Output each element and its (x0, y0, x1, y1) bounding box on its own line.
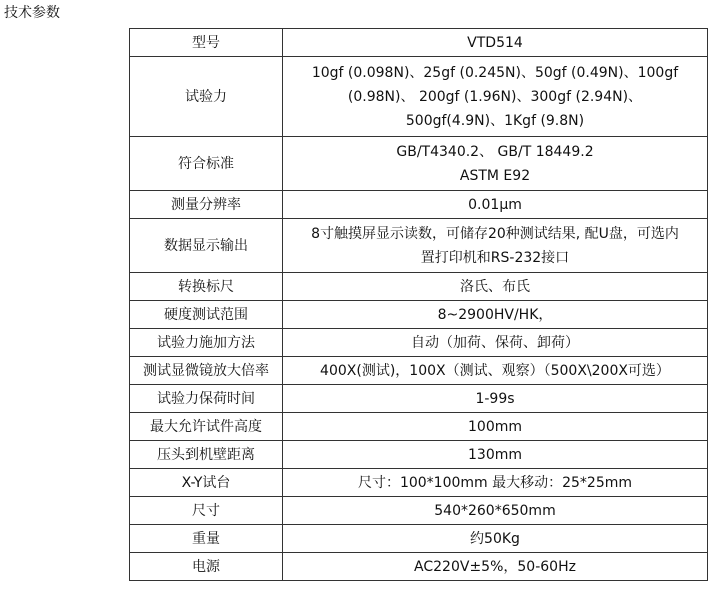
row-value: 1-99s (283, 385, 708, 413)
table-row (130, 413, 708, 441)
table-row (130, 273, 708, 301)
row-label: 数据显示输出 (130, 219, 283, 273)
row-label: 符合标准 (130, 137, 283, 191)
table-row (130, 385, 708, 413)
row-label: 测量分辨率 (130, 191, 283, 219)
row-value: 8~2900HV/HK， (283, 301, 708, 329)
row-label: 尺寸 (130, 497, 283, 525)
row-value: 0.01μm (283, 191, 708, 219)
row-label: 电源 (130, 553, 283, 581)
table-row (130, 441, 708, 469)
row-label: X-Y试台 (130, 469, 283, 497)
table-row (130, 497, 708, 525)
row-label: 测试显微镜放大倍率 (130, 357, 283, 385)
row-value: 10gf (0.098N)、25gf (0.245N)、50gf (0.49N)、100gf (0.98N)、 200gf (1.96N)、300gf (2.94N)、 500gf(4.9N)、1Kgf (9.8N) (283, 57, 708, 137)
row-value: 100mm (283, 413, 708, 441)
row-value: 洛氏、布氏 (283, 273, 708, 301)
table-row (130, 57, 708, 137)
table-row (130, 357, 708, 385)
row-label: 硬度测试范围 (130, 301, 283, 329)
row-value: 约50Kg (283, 525, 708, 553)
row-label: 型号 (130, 29, 283, 57)
row-value: AC220V±5%，50-60Hz (283, 553, 708, 581)
table-row (130, 191, 708, 219)
row-label: 压头到机壁距离 (130, 441, 283, 469)
row-label: 试验力保荷时间 (130, 385, 283, 413)
row-label: 重量 (130, 525, 283, 553)
table-row (130, 553, 708, 581)
table-row (130, 29, 708, 57)
row-value: 540*260*650mm (283, 497, 708, 525)
page-heading: 技术参数 (4, 5, 60, 21)
row-value: 8寸触摸屏显示读数，可储存20种测试结果, 配U盘，可选内 置打印机和RS-232接口 (283, 219, 708, 273)
table-row (130, 329, 708, 357)
row-value: 130mm (283, 441, 708, 469)
table-row (130, 301, 708, 329)
row-value: 自动（加荷、保荷、卸荷） (283, 329, 708, 357)
row-label: 最大允许试件高度 (130, 413, 283, 441)
row-value: GB/T4340.2、 GB/T 18449.2 ASTM E92 (283, 137, 708, 191)
row-value: 400X(测试)，100X（测试、观察）（500X\200X可选） (283, 357, 708, 385)
row-label: 试验力施加方法 (130, 329, 283, 357)
table-row (130, 525, 708, 553)
table-row (130, 137, 708, 191)
table-row (130, 219, 708, 273)
row-value: VTD514 (283, 29, 708, 57)
row-value: 尺寸：100*100mm 最大移动：25*25mm (283, 469, 708, 497)
spec-table (129, 28, 708, 581)
row-label: 试验力 (130, 57, 283, 137)
row-label: 转换标尺 (130, 273, 283, 301)
table-row (130, 469, 708, 497)
